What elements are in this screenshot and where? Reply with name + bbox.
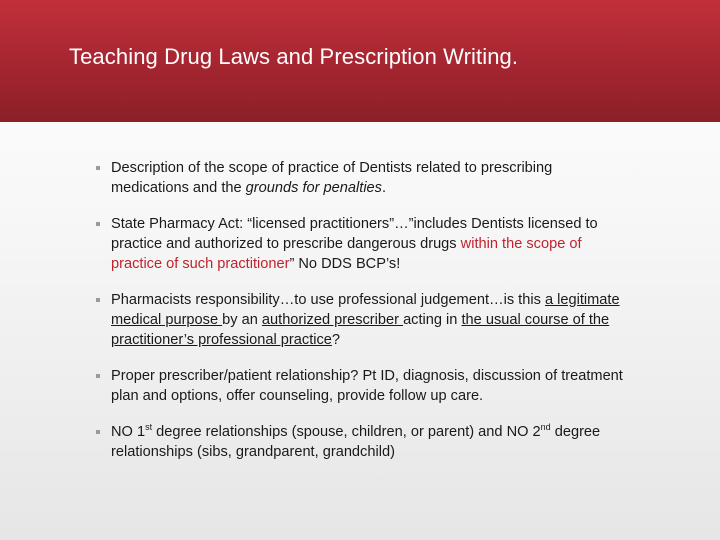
highlight-text: within the scope of practice of such practitioner bbox=[111, 236, 582, 272]
bullet-degree-relationships bbox=[111, 422, 631, 462]
slide-title: Teaching Drug Laws and Prescription Writing. bbox=[69, 44, 519, 69]
bullet-text: by an bbox=[222, 312, 262, 328]
title-bar bbox=[0, 0, 720, 122]
bullet-text: ? bbox=[331, 332, 341, 348]
bullet-text: acting in bbox=[403, 312, 462, 328]
superscript: nd bbox=[540, 422, 551, 432]
bullet-text: degree relationships (sibs, grandparent, grandchild) bbox=[111, 424, 601, 460]
bullet-text: Description of the scope of practice of Dentists related to prescribing medications and the bbox=[111, 160, 553, 196]
bullet-scope-of-practice bbox=[111, 158, 631, 198]
superscript: st bbox=[145, 422, 153, 432]
underlined-text: authorized prescriber bbox=[261, 312, 404, 328]
bullet-text: . bbox=[381, 180, 387, 196]
bullet-text: Pharmacists responsibility…to use professional judgement…is this bbox=[111, 292, 545, 308]
bullet-text: NO 1 bbox=[111, 424, 146, 440]
emphasis-text: grounds for penalties bbox=[245, 180, 382, 196]
bullet-text: degree relationships (spouse, children, or parent) and NO 2 bbox=[152, 424, 541, 440]
bullet-prescriber-patient-relationship bbox=[111, 366, 631, 406]
bullet-pharmacist-responsibility bbox=[111, 290, 631, 350]
bullet-text: ” No DDS BCP’s! bbox=[289, 256, 401, 272]
bullet-list bbox=[111, 158, 631, 478]
bullet-text: Proper prescriber/patient relationship? Pt ID, diagnosis, discussion of treatment plan and options, offer counseling, provide follow up care. bbox=[111, 368, 623, 404]
bullet-pharmacy-act bbox=[111, 214, 631, 274]
bullet-text: State Pharmacy Act: “licensed practitioners”…”includes Dentists licensed to practice and authorized to prescribe dangerous drugs bbox=[111, 216, 598, 252]
underlined-text: a legitimate medical purpose bbox=[111, 292, 620, 328]
underlined-text: the usual course of the practitioner’s professional practice bbox=[111, 312, 610, 348]
